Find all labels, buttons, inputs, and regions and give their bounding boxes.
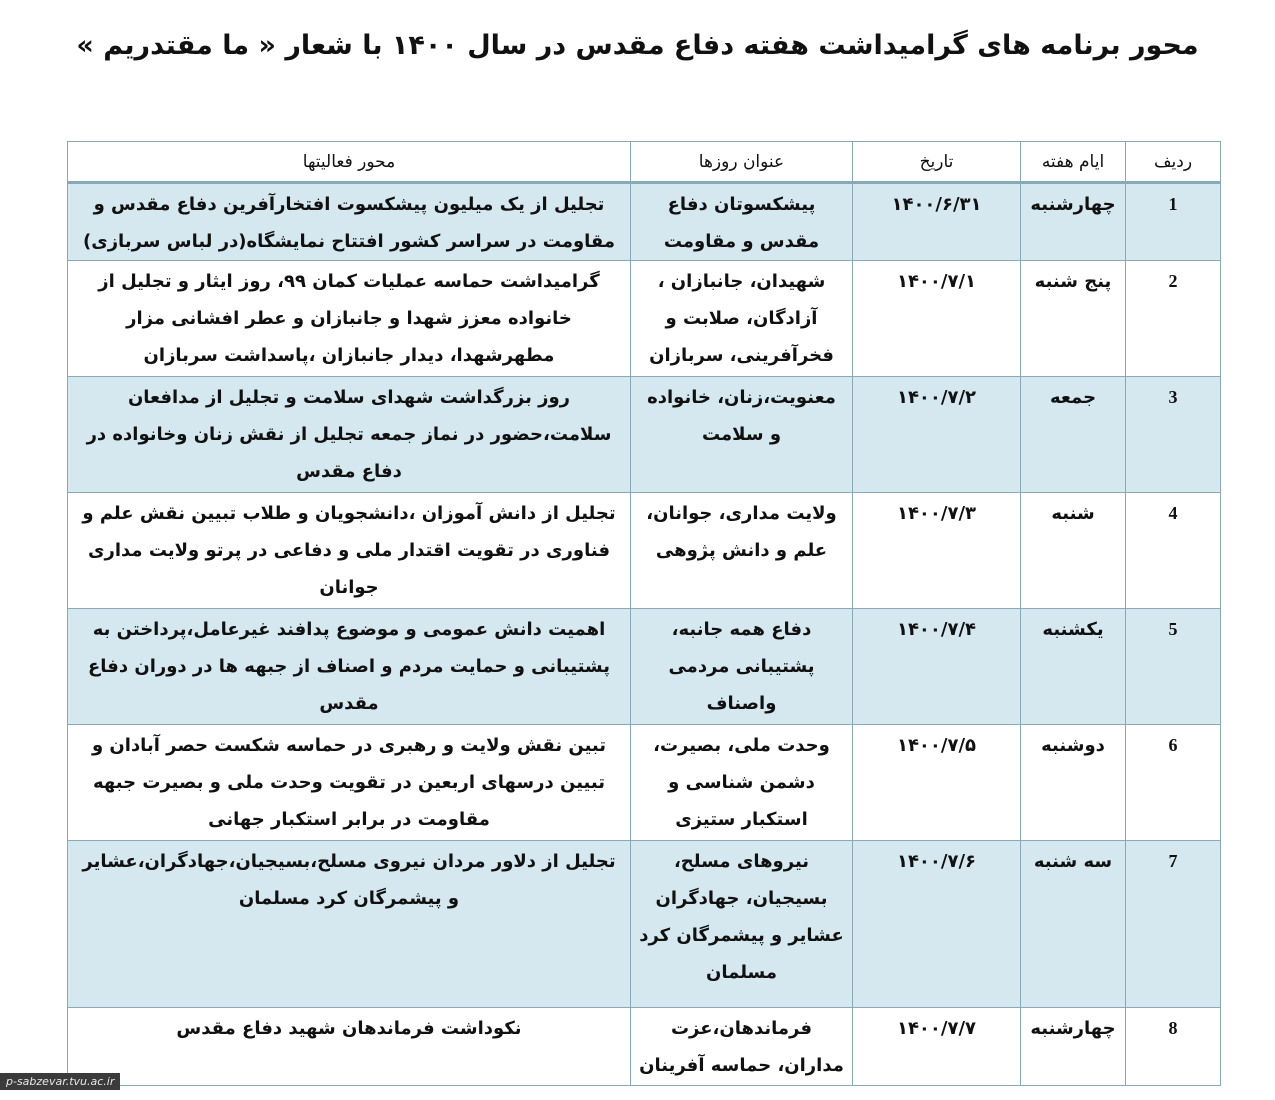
cell-activities: تبین نقش ولایت و رهبری در حماسه شکست حصر آبادان و تبیین درسهای اربعین در تقویت وحدت ملی و بصیرت جبهه مقاومت در برابر استکبار جهانی <box>68 725 631 841</box>
cell-day-title: دفاع همه جانبه، پشتیبانی مردمی واصناف <box>631 609 853 725</box>
cell-date <box>853 183 1021 261</box>
date-text: ۱۴۰۰/۷/۶ <box>896 851 977 872</box>
cell-row-no: 5 <box>1126 609 1221 725</box>
cell-weekday: سه شنبه <box>1021 841 1126 1008</box>
table-row <box>68 725 1221 841</box>
cell-row-no: 1 <box>1126 183 1221 261</box>
date-text: ۱۴۰۰/۷/۳ <box>896 503 977 524</box>
cell-date <box>853 841 1021 1008</box>
table-row <box>68 609 1221 725</box>
header-row-no: ردیف <box>1126 142 1221 183</box>
cell-row-no: 3 <box>1126 377 1221 493</box>
cell-day-title: ولایت مداری، جوانان، علم و دانش پژوهی <box>631 493 853 609</box>
cell-day-title: نیروهای مسلح، بسیجیان، جهادگران عشایر و پیشمرگان کرد مسلمان <box>631 841 853 1008</box>
cell-day-title: پیشکسوتان دفاع مقدس و مقاومت <box>631 183 853 261</box>
cell-weekday: یکشنبه <box>1021 609 1126 725</box>
cell-weekday: دوشنبه <box>1021 725 1126 841</box>
cell-row-no: 2 <box>1126 261 1221 377</box>
date-text: ۱۴۰۰/۶/۳۱ <box>891 194 982 215</box>
cell-activities: گرامیداشت حماسه عملیات کمان ۹۹، روز ایثار و تجلیل از خانواده معزز شهدا و جانبازان و عطر افشانی مزار مطهرشهدا، دیدار جانبازان ،پاسداشت سربازان <box>68 261 631 377</box>
cell-day-title: وحدت ملی، بصیرت، دشمن شناسی و استکبار ستیزی <box>631 725 853 841</box>
cell-weekday: پنج شنبه <box>1021 261 1126 377</box>
header-date: تاریخ <box>853 142 1021 183</box>
cell-activities: تجلیل از یک میلیون پیشکسوت افتخارآفرین دفاع مقدس و مقاومت در سراسر کشور افتتاح نمایشگاه(در لباس سربازی) <box>68 183 631 261</box>
cell-date <box>853 377 1021 493</box>
date-text: ۱۴۰۰/۷/۲ <box>896 387 977 408</box>
cell-date <box>853 1008 1021 1086</box>
cell-date <box>853 725 1021 841</box>
table-row <box>68 183 1221 261</box>
table-row <box>68 841 1221 1008</box>
table-row <box>68 261 1221 377</box>
cell-day-title: معنویت،زنان، خانواده و سلامت <box>631 377 853 493</box>
cell-date <box>853 261 1021 377</box>
date-text: ۱۴۰۰/۷/۴ <box>896 619 977 640</box>
cell-weekday: چهارشنبه <box>1021 183 1126 261</box>
cell-row-no: 7 <box>1126 841 1221 1008</box>
date-text: ۱۴۰۰/۷/۱ <box>896 271 977 292</box>
cell-row-no: 6 <box>1126 725 1221 841</box>
header-activities: محور فعالیتها <box>68 142 631 183</box>
cell-activities: تجلیل از دانش آموزان ،دانشجویان و طلاب تبیین نقش علم و فناوری در تقویت اقتدار ملی و دفاعی در پرتو ولایت مداری جوانان <box>68 493 631 609</box>
cell-date <box>853 493 1021 609</box>
cell-weekday: جمعه <box>1021 377 1126 493</box>
cell-weekday: چهارشنبه <box>1021 1008 1126 1086</box>
table-row <box>68 1008 1221 1086</box>
site-watermark: p-sabzevar.tvu.ac.ir <box>0 1073 120 1090</box>
table-row <box>68 493 1221 609</box>
header-weekday: ایام هفته <box>1021 142 1126 183</box>
date-text: ۱۴۰۰/۷/۵ <box>896 735 977 756</box>
page-title: محور برنامه های گرامیداشت هفته دفاع مقدس در سال ۱۴۰۰ با شعار « ما مقتدریم » <box>76 30 1199 61</box>
table-header-row <box>68 142 1221 183</box>
cell-row-no: 4 <box>1126 493 1221 609</box>
cell-activities: تجلیل از دلاور مردان نیروی مسلح،بسیجیان،جهادگران،عشایر و پیشمرگان کرد مسلمان <box>68 841 631 1008</box>
header-day-title: عنوان روزها <box>631 142 853 183</box>
date-text: ۱۴۰۰/۷/۷ <box>896 1018 977 1039</box>
cell-row-no: 8 <box>1126 1008 1221 1086</box>
cell-date <box>853 609 1021 725</box>
cell-day-title: شهیدان، جانبازان ، آزادگان، صلابت و فخرآفرینی، سربازان <box>631 261 853 377</box>
cell-day-title: فرماندهان،عزت مداران، حماسه آفرینان <box>631 1008 853 1086</box>
table-row <box>68 377 1221 493</box>
cell-activities: نکوداشت فرماندهان شهید دفاع مقدس <box>68 1008 631 1086</box>
cell-activities: اهمیت دانش عمومی و موضوع پدافند غیرعامل،پرداختن به پشتیبانی و حمایت مردم و اصناف از جبهه ها در دوران دفاع مقدس <box>68 609 631 725</box>
cell-activities: روز بزرگداشت شهدای سلامت و تجلیل از مدافعان سلامت،حضور در نماز جمعه تجلیل از نقش زنان وخانواده در دفاع مقدس <box>68 377 631 493</box>
program-table <box>67 141 1221 1086</box>
cell-weekday: شنبه <box>1021 493 1126 609</box>
